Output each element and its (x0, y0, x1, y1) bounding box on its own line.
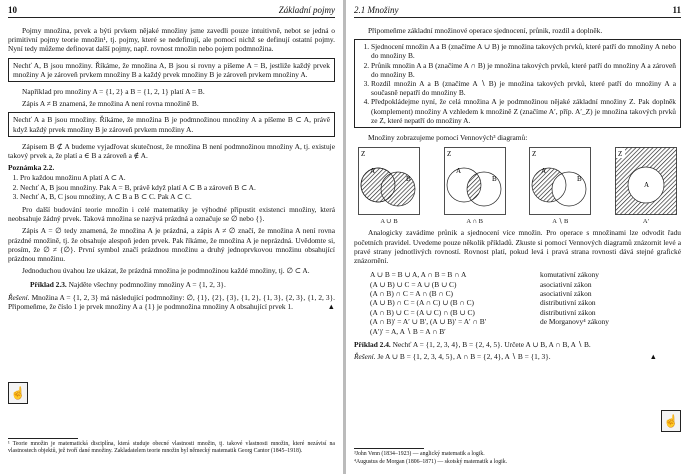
svg-text:A: A (455, 167, 461, 176)
right-header (354, 5, 681, 17)
solution-label: Řešení. (8, 292, 30, 302)
venn-intersection (444, 147, 506, 226)
venn-union (358, 147, 420, 226)
solution-2-3 (8, 293, 335, 311)
svg-text:Z: Z (446, 150, 451, 159)
operation-complement: 4. Předpokládejme nyní, že celá množina A je podmnožinou nějaké základní množiny Z. Pak doplněk (komplement) množiny A vzhledem k množině Z (značíme A′, příp. A′_Z) je množina takových prvků ze Z, které nepatří do množiny A. (371, 97, 676, 125)
svg-text:B: B (491, 175, 497, 184)
venn-diagrams (354, 147, 681, 226)
footnote: ¹ Teorie množin je matematická disciplína, která studuje obecné vlastnosti množin, tj. takové vlastnosti množin, které nezávisí na vlastnostech objektů, jež tvoří dané množiny. Zakladatelem teorie množin byl německý matematik Georg Cantor (1845–1918). (8, 441, 335, 454)
law-row: (A′)′ = A, A ∖ B = A ∩ B′ (370, 326, 446, 336)
inequality-paragraph: Zápis A ≠ B znamená, že množina A není rovna množině B. (22, 99, 199, 109)
example-title: Příklad 2.3. (30, 280, 67, 290)
running-title: Základní pojmy (278, 5, 335, 15)
svg-text:Z: Z (617, 150, 623, 159)
example-2-4 (354, 340, 681, 349)
remark-list (8, 173, 335, 201)
example-2-3 (8, 280, 335, 289)
operations-list (359, 42, 676, 125)
venn-complement (615, 147, 677, 226)
svg-text:A: A (643, 181, 650, 190)
footnote-de-morgan: ⁴Augustus de Morgan (1806–1871) — skotský matematik a logik. (354, 459, 508, 465)
venn-intro: Množiny zobrazujeme pomocí Vennových³ diagramů: (368, 133, 528, 143)
set-laws (370, 270, 681, 336)
law-row: (A ∩ B) ∪ C = (A ∪ C) ∩ (B ∪ C) distributivní zákon (370, 307, 596, 317)
running-title: 2.1 Množiny (354, 5, 399, 15)
qed-mark: ▲ (649, 352, 657, 362)
hand-pointer-icon: ☝ (661, 410, 681, 432)
solution-label: Řešení. (354, 352, 376, 362)
law-row: (A ∩ B) ∩ C = A ∩ (B ∩ C) asociativní zákon (370, 289, 592, 299)
empty-set-paragraph-2: Zápis A = ∅ tedy znamená, že množina A je prázdná, a zápis A ≠ ∅ značí, že množina A není rovna prázdné množině, tj. že obsahuje alespoň jeden prvek. Pak říkáme, že množina A je neprázdná. Uvědomte si, prosím, že ∅ ≠ {∅}. První symbol značí prázdnou množinu a druhý jednoprvkovou množinu obsahující prázdnou množinu. (8, 226, 335, 264)
remark-item: 2. Nechť A, B jsou množiny. Pak A = B, právě když platí A ⊂ B a zároveň B ⊂ A. (20, 183, 335, 192)
example-text: Nechť A = {1, 2, 3, 4}, B = {2, 4, 5}. Určete A ∪ B, A ∩ B, A ∖ B. (392, 339, 591, 349)
left-body (8, 26, 335, 314)
svg-text:Z: Z (361, 150, 366, 159)
remark-item: 3. Nechť A, B, C jsou množiny, A ⊂ B a B ⊂ C. Pak A ⊂ C. (20, 192, 335, 201)
example-text: Najděte všechny podmnožiny množiny A = {1, 2, 3}. (68, 280, 226, 290)
hand-pointer-icon: ☝ (8, 382, 28, 404)
svg-text:A: A (541, 167, 547, 176)
venn-difference (529, 147, 591, 226)
venn-caption: A ∩ B (466, 218, 483, 226)
svg-text:A: A (370, 167, 376, 176)
solution-text: Množina A = {1, 2, 3} má následující podmnožiny: ∅, {1}, {2}, {3}, {1, 2}, {1, 3}, {2, 3}, {1, 2, 3}. Připomeňme, že číslo 1 je prvek množiny A a {1} je podmnožina množiny A obsahující prvek 1. (8, 292, 335, 311)
analogy-paragraph: Analogicky zavádíme průnik a sjednocení více množin. Pro operace s množinami lze odvodit řadu početních pravidel. Uvedeme pouze několik příkladů. Zkuste si pomocí Vennových diagramů znázornit levé a pravé strany jednotlivých rovností. Rovnost platí, pokud levá i pravá strana rovnosti dává stejné grafické znázornění. (354, 228, 681, 266)
qed-mark: ▲ (327, 301, 335, 311)
operation-difference: 3. Rozdíl množin A a B (značíme A ∖ B) je množina takových prvků, které patří do množiny A a současně nepatří do množiny B. (371, 79, 676, 97)
law-row: (A ∪ B) ∩ C = (A ∩ C) ∪ (B ∩ C) distributivní zákon (370, 298, 596, 308)
law-row: A ∪ B = B ∪ A, A ∩ B = B ∩ A komutativní zákony (370, 270, 599, 280)
footnote-rule (354, 448, 424, 449)
page-number: 11 (672, 5, 681, 15)
not-subset-paragraph: Zápisem B ⊄ A budeme vyjadřovat skutečnost, že množina B není podmnožinou množiny A, tj. existuje takový prvek a, že platí a ∈ B a zároveň a ∉ A. (8, 141, 335, 161)
law-row: (A ∩ B)′ = A′ ∪ B′, (A ∪ B)′ = A′ ∩ B′ de Morganovy⁴ zákony (370, 317, 609, 327)
svg-text:B: B (577, 175, 582, 184)
footnote-venn: ³John Venn (1834–1923) — anglický matematik a logik. (354, 451, 485, 457)
operations-box (354, 39, 681, 128)
svg-text:B: B (406, 175, 411, 184)
law-row: (A ∪ B) ∪ C = A ∪ (B ∪ C) asociativní zákon (370, 279, 592, 289)
venn-caption: A′ (642, 218, 650, 226)
venn-caption: A ∪ B (380, 218, 398, 226)
solution-text: Je A ∪ B = {1, 2, 3, 4, 5}, A ∩ B = {2, 4}, A ∖ B = {1, 3}. (377, 352, 551, 362)
intro-paragraph: Pojmy množina, prvek a býti prvkem nějaké množiny jsme zavedli pouze intuitivně, nebot se jedná o primitivní pojmy teorie množin¹, tj. pojmy, které se nedefinují, ale pomocí nichž se definují ostatní pojmy. Nyní tedy můžeme definovat další pojmy, např. rovnost množin nebo pojem podmnožina. (8, 26, 335, 54)
left-page (0, 0, 343, 474)
page-number: 10 (8, 5, 17, 15)
empty-set-paragraph: Pro další budování teorie množin i celé matematiky je výhodné připustit existenci množiny, která neobsahuje žádný prvek. Taková množina se nazývá prázdná a označuje se ∅ nebo {}. (8, 205, 335, 224)
header-rule (8, 17, 335, 18)
example-paragraph: Například pro množiny A = {1, 2} a B = {1, 2, 1} platí A = B. (22, 87, 205, 97)
solution-2-4 (354, 352, 681, 361)
definition-equality: Nechť A, B jsou množiny. Říkáme, že množina A, B jsou si rovny a píšeme A = B, jestliže každý prvek množiny A je zároveň prvkem množiny B a každý prvek množiny B je zároveň prvkem množiny A. (8, 58, 335, 82)
footnote-rule (8, 438, 78, 439)
remark-item: 1. Pro každou množinu A platí A ⊂ A. (20, 173, 335, 182)
definition-subset: Nechť A a B jsou množiny. Říkáme, že množina B je podmnožinou množiny A a píšeme B ⊂ A, právě když každý prvek množiny B je zároveň prvkem množiny A. (8, 112, 335, 136)
operation-union: 1. Sjednocení množin A a B (značíme A ∪ B) je množina takových prvků, které patří do množiny A nebo do množiny B. (371, 42, 676, 60)
example-title: Příklad 2.4. (354, 339, 391, 349)
operation-intersection: 2. Průnik množin A a B (značíme A ∩ B) je množina takových prvků, které patří do množiny A a zároveň do množiny B. (371, 61, 676, 79)
empty-subset-paragraph: Jednoduchou úvahou lze ukázat, že prázdná množina je podmnožinou každé množiny, tj. ∅ ⊂ A. (22, 266, 310, 276)
right-body (354, 26, 681, 364)
svg-text:Z: Z (532, 150, 537, 159)
venn-caption: A ∖ B (552, 218, 569, 226)
header-rule (354, 17, 681, 18)
right-page (346, 0, 689, 474)
operations-intro: Připomeňme základní množinové operace sjednocení, průnik, rozdíl a doplněk. (368, 26, 603, 35)
remark-title: Poznámka 2.2. (8, 163, 55, 173)
left-header (8, 5, 335, 17)
